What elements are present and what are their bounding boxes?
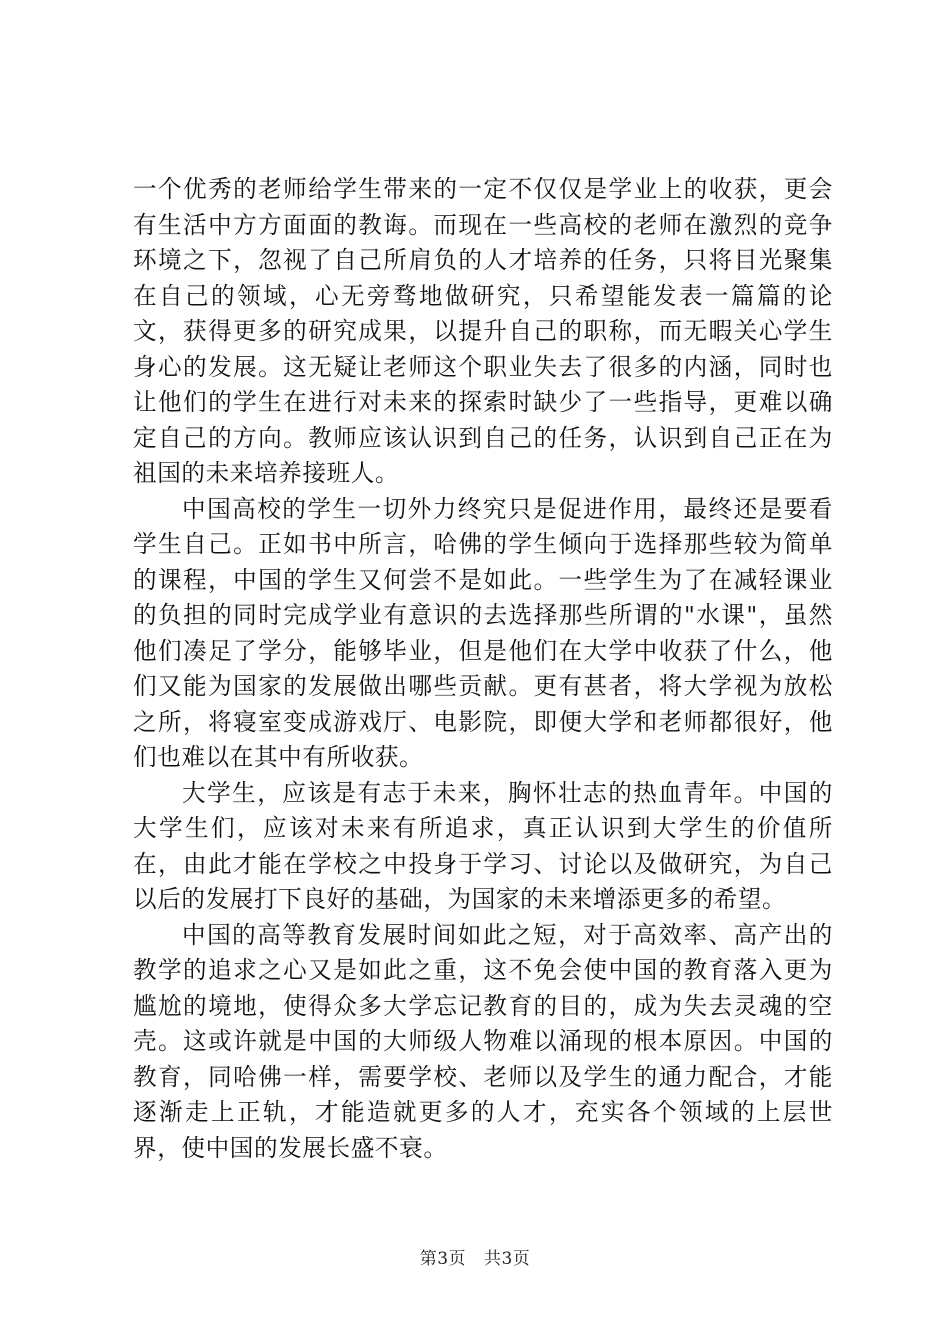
paragraph-3: 大学生，应该是有志于未来，胸怀壮志的热血青年。中国的大学生们，应该对未来有所追求，真正认识到大学生的价值所在，由此才能在学校之中投身于学习、讨论以及做研究，为自己以后的发展打下良好的基础，为国家的未来增添更多的希望。 bbox=[133, 778, 833, 913]
page-total: 共3页 bbox=[483, 1249, 531, 1269]
paragraph-4: 中国的高等教育发展时间如此之短，对于高效率、高产出的教学的追求之心又是如此之重，这不免会使中国的教育落入更为尴尬的境地，使得众多大学忘记教育的目的，成为失去灵魂的空壳。这或许就是中国的大师级人物难以涌现的根本原因。中国的教育，同哈佛一样，需要学校、老师以及学生的通力配合，才能逐渐走上正轨，才能造就更多的人才，充实各个领域的上层世界，使中国的发展长盛不衰。 bbox=[133, 920, 833, 1162]
page-number: 第3页 bbox=[419, 1249, 467, 1269]
paragraph-1: 一个优秀的老师给学生带来的一定不仅仅是学业上的收获，更会有生活中方方面面的教诲。而现在一些高校的老师在激烈的竞争环境之下，忽视了自己所肩负的人才培养的任务，只将目光聚集在自己的领域，心无旁骛地做研究，只希望能发表一篇篇的论文，获得更多的研究成果，以提升自己的职称，而无暇关心学生身心的发展。这无疑让老师这个职业失去了很多的内涵，同时也让他们的学生在进行对未来的探索时缺少了一些指导，更难以确定自己的方向。教师应该认识到自己的任务，认识到自己正在为祖国的未来培养接班人。 bbox=[133, 175, 833, 487]
paragraph-2: 中国高校的学生一切外力终究只是促进作用，最终还是要看学生自己。正如书中所言，哈佛的学生倾向于选择那些较为简单的课程，中国的学生又何尝不是如此。一些学生为了在减轻课业的负担的同时完成学业有意识的去选择那些所谓的"水课"，虽然他们凑足了学分，能够毕业，但是他们在大学中收获了什么，他们又能为国家的发展做出哪些贡献。更有甚者，将大学视为放松之所，将寝室变成游戏厅、电影院，即便大学和老师都很好，他们也难以在其中有所收获。 bbox=[133, 494, 833, 771]
page-footer bbox=[0, 1244, 950, 1269]
document-body bbox=[133, 172, 833, 1166]
